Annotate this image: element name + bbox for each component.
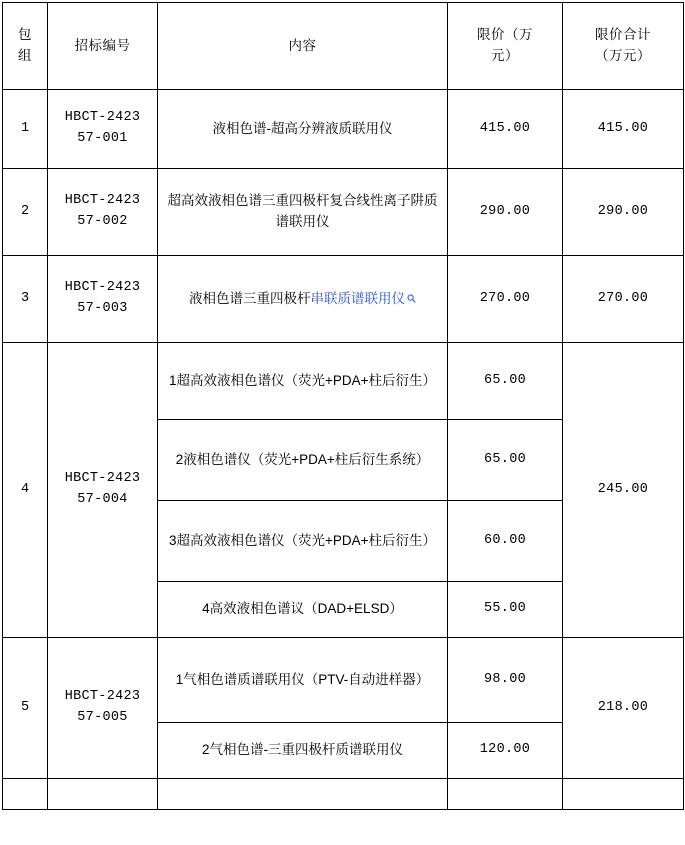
cell-price-4-3: 60.00 bbox=[448, 501, 563, 582]
column-header-price bbox=[448, 3, 563, 90]
cell-price-4-2: 65.00 bbox=[448, 420, 563, 501]
cell-total-next bbox=[563, 779, 684, 810]
cell-code-1 bbox=[48, 90, 158, 169]
column-header-group-line2: 组 bbox=[18, 48, 32, 63]
code-line-2: 57-004 bbox=[77, 492, 128, 507]
cell-price-1: 415.00 bbox=[448, 90, 563, 169]
cell-group-1: 1 bbox=[3, 90, 48, 169]
cell-content-3 bbox=[158, 256, 448, 343]
code-line-2: 57-003 bbox=[77, 301, 128, 316]
code-line-1: HBCT-2423 bbox=[64, 689, 141, 705]
cell-price-5-2: 120.00 bbox=[448, 723, 563, 779]
cell-content-4-4: 4高效液相色谱议（DAD+ELSD） bbox=[158, 582, 448, 638]
column-header-group bbox=[3, 3, 48, 90]
cell-content-next bbox=[158, 779, 448, 810]
cell-code-next bbox=[48, 779, 158, 810]
document-page bbox=[0, 2, 685, 845]
cell-content-5-2: 2气相色谱-三重四极杆质谱联用仪 bbox=[158, 723, 448, 779]
cell-total-3: 270.00 bbox=[563, 256, 684, 343]
cell-total-5: 218.00 bbox=[563, 638, 684, 779]
cell-code-3 bbox=[48, 256, 158, 343]
column-header-total-line2: （万元） bbox=[595, 48, 651, 63]
cell-total-1: 415.00 bbox=[563, 90, 684, 169]
table-row-clipped bbox=[3, 779, 684, 810]
cell-total-4: 245.00 bbox=[563, 343, 684, 638]
column-header-code: 招标编号 bbox=[48, 3, 158, 90]
cell-total-2: 290.00 bbox=[563, 169, 684, 256]
table-header-row bbox=[3, 3, 684, 90]
code-line-1: HBCT-2423 bbox=[64, 471, 141, 487]
cell-price-2: 290.00 bbox=[448, 169, 563, 256]
cell-code-2 bbox=[48, 169, 158, 256]
cell-content-1: 液相色谱-超高分辨液质联用仪 bbox=[158, 90, 448, 169]
search-icon[interactable] bbox=[407, 294, 416, 303]
cell-group-5: 5 bbox=[3, 638, 48, 779]
column-header-total-line1: 限价合计 bbox=[595, 27, 651, 43]
cell-price-4-4: 55.00 bbox=[448, 582, 563, 638]
code-line-2: 57-002 bbox=[77, 214, 128, 229]
code-line-2: 57-005 bbox=[77, 710, 128, 725]
code-line-1: HBCT-2423 bbox=[64, 110, 141, 126]
cell-price-5-1: 98.00 bbox=[448, 638, 563, 723]
code-line-1: HBCT-2423 bbox=[64, 193, 141, 209]
table-row bbox=[3, 343, 684, 420]
bid-package-table bbox=[2, 2, 684, 810]
table-row bbox=[3, 90, 684, 169]
cell-group-next bbox=[3, 779, 48, 810]
cell-code-5 bbox=[48, 638, 158, 779]
table-row bbox=[3, 638, 684, 723]
column-header-price-line1: 限价（万 bbox=[477, 27, 533, 43]
cell-group-3: 3 bbox=[3, 256, 48, 343]
content-plain-text: 液相色谱三重四极杆 bbox=[189, 290, 311, 306]
cell-content-4-1: 1超高效液相色谱仪（荧光+PDA+柱后衍生） bbox=[158, 343, 448, 420]
cell-group-2: 2 bbox=[3, 169, 48, 256]
column-header-group-line1: 包 bbox=[18, 27, 32, 43]
cell-price-next bbox=[448, 779, 563, 810]
column-header-content: 内容 bbox=[158, 3, 448, 90]
cell-content-4-3: 3超高效液相色谱仪（荧光+PDA+柱后衍生） bbox=[158, 501, 448, 582]
cell-content-2: 超高效液相色谱三重四极杆复合线性离子阱质谱联用仪 bbox=[158, 169, 448, 256]
code-line-2: 57-001 bbox=[77, 131, 128, 146]
cell-price-4-1: 65.00 bbox=[448, 343, 563, 420]
cell-content-4-2: 2液相色谱仪（荧光+PDA+柱后衍生系统） bbox=[158, 420, 448, 501]
table-row bbox=[3, 256, 684, 343]
cell-content-5-1: 1气相色谱质谱联用仪（PTV-自动进样器） bbox=[158, 638, 448, 723]
code-line-1: HBCT-2423 bbox=[64, 280, 141, 296]
column-header-price-line2: 元） bbox=[491, 48, 519, 63]
cell-price-3: 270.00 bbox=[448, 256, 563, 343]
cell-code-4 bbox=[48, 343, 158, 638]
table-row bbox=[3, 169, 684, 256]
cell-group-4: 4 bbox=[3, 343, 48, 638]
content-highlight-text: 串联质谱联用仪 bbox=[310, 290, 405, 306]
column-header-total bbox=[563, 3, 684, 90]
